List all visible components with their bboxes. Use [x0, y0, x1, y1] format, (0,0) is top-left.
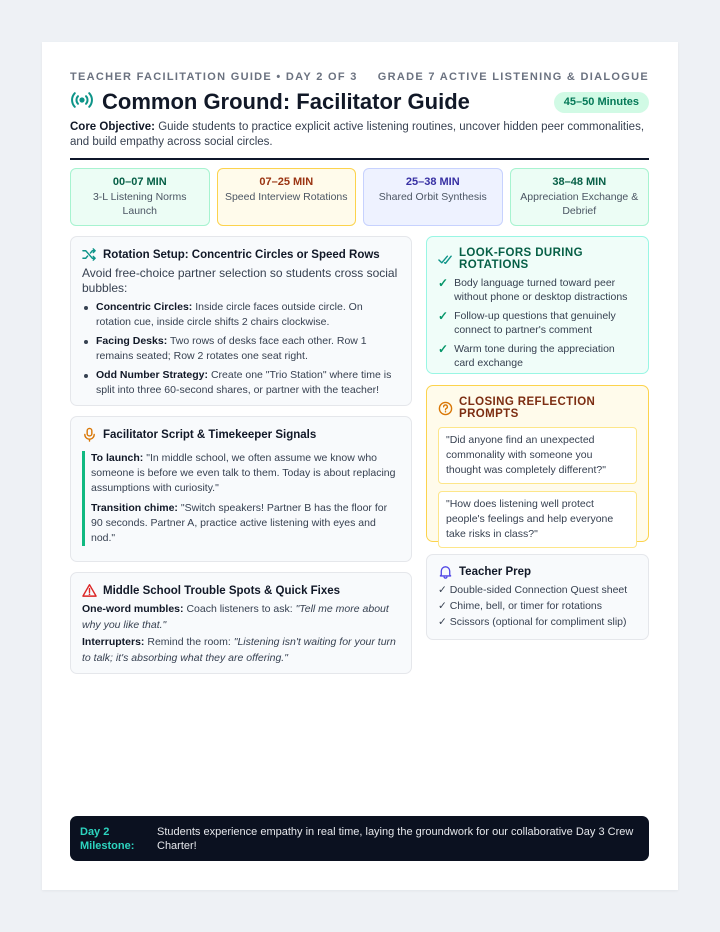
prep-list [438, 582, 637, 630]
segment-time: 25–38 MIN [405, 176, 460, 188]
list-item [438, 276, 637, 304]
trouble-title: Middle School Trouble Spots & Quick Fixes [103, 584, 341, 597]
trouble-heading [82, 583, 400, 598]
broadcast-icon [70, 91, 94, 114]
reflection-prompt: "How does listening well protect people's feelings and help everyone take risks in class?" [438, 491, 637, 548]
reflection-title: CLOSING REFLECTION PROMPTS [459, 396, 596, 420]
segment-time: 07–25 MIN [259, 176, 314, 188]
rotation-setup-card [70, 236, 412, 406]
grade-label: GRADE 7 ACTIVE LISTENING & DIALOGUE [377, 71, 649, 83]
lookfor-text: Body language turned toward peer without phone or desktop distractions [454, 277, 628, 303]
item-label: Concentric Circles: [96, 301, 193, 313]
trouble-spots-card [70, 572, 412, 674]
lookfor-text: Warm tone during the appreciation card exchange [454, 343, 615, 369]
trouble-fixes [82, 601, 400, 666]
fix-text: Coach listeners to ask: [186, 603, 293, 615]
script-label: To launch: [91, 452, 144, 464]
item-label: Odd Number Strategy: [96, 369, 209, 381]
fix-text: Remind the room: [147, 636, 231, 648]
page-title: Common Ground: Facilitator Guide [102, 89, 470, 114]
lookfors-heading [438, 247, 637, 271]
microphone-icon [82, 427, 97, 442]
reflection-heading [438, 396, 637, 420]
double-check-icon [438, 252, 453, 267]
header-divider [70, 158, 649, 160]
script-quotes [82, 451, 400, 546]
bell-icon [438, 564, 453, 579]
segment-desc: Appreciation Exchange & Debrief [520, 191, 639, 217]
script-text: "In middle school, we often assume we know who someone is before we even talk to them. Today is about replacing assumptions with curiosity." [91, 452, 396, 494]
list-item: ✓ Double-sided Connection Quest sheet [438, 584, 628, 596]
fix-label: One-word mumbles: [82, 603, 184, 615]
rotation-heading [82, 247, 400, 262]
fix-label: Interrupters: [82, 636, 145, 648]
segment-time: 38–48 MIN [552, 176, 607, 188]
core-objective [70, 120, 650, 150]
script-line [91, 451, 400, 496]
timeline-segment [510, 168, 650, 226]
fix-line [82, 634, 400, 666]
rotation-intro: Avoid free-choice partner selection so students cross social bubbles: [82, 266, 398, 295]
list-item [82, 300, 400, 330]
segment-desc: 3-L Listening Norms Launch [92, 191, 187, 217]
fix-quote: "Listening isn't waiting for your turn to talk; it's absorbing what they are offering." [82, 636, 396, 664]
prep-heading [438, 564, 637, 579]
segment-desc: Speed Interview Rotations [224, 191, 348, 203]
check-icon: ✓ [438, 309, 449, 323]
check-icon: ✓ [438, 276, 449, 290]
item-text: Two rows of desks face each other. Row 1 remains seated; Row 2 rotates one seat right. [96, 335, 367, 362]
guide-kicker: TEACHER FACILITATION GUIDE • DAY 2 OF 3 [70, 71, 358, 83]
warning-icon [82, 583, 97, 598]
list-item [438, 309, 637, 337]
lookfors-list [438, 276, 637, 370]
timeline-segment [217, 168, 357, 226]
fix-line [82, 601, 400, 633]
item-text: Inside circle faces outside circle. On rotation cue, inside circle shifts 2 chairs clockwise. [96, 301, 363, 328]
segment-desc: Shared Orbit Synthesis [378, 191, 487, 203]
fix-quote: "Tell me more about why you like that." [82, 603, 389, 631]
item-text: Create one "Trio Station" where time is split into three 60-second shares, or partner with the teacher! [96, 369, 392, 396]
timeline [70, 168, 649, 226]
lookfor-text: Follow-up questions that genuinely connect to partner's comment [454, 310, 616, 336]
milestone-label: Day 2 Milestone: [80, 825, 135, 852]
guide-page [42, 42, 678, 890]
objective-label: Core Objective: [70, 121, 155, 133]
facilitator-script-card [70, 416, 412, 562]
item-label: Facing Desks: [96, 335, 168, 347]
list-item: ✓ Chime, bell, or timer for rotations [438, 600, 603, 612]
script-label: Transition chime: [91, 502, 178, 514]
look-fors-card [426, 236, 649, 374]
script-heading [82, 427, 400, 442]
reflection-prompts-card [426, 385, 649, 542]
timeline-segment [70, 168, 210, 226]
timeline-segment [363, 168, 503, 226]
list-item: ✓ Scissors (optional for compliment slip) [438, 616, 627, 628]
reflection-prompt: "Did anyone find an unexpected commonality with someone you thought was completely different?" [438, 427, 637, 484]
duration-badge: 45–50 Minutes [554, 92, 649, 113]
segment-time: 00–07 MIN [112, 176, 167, 188]
title-row [70, 89, 470, 115]
teacher-prep-card [426, 554, 649, 640]
rotation-title: Rotation Setup: Concentric Circles or Speed Rows [103, 248, 380, 261]
milestone-text: Students experience empathy in real time, laying the groundwork for our collaborative Day 3 Crew Charter! [157, 825, 634, 852]
script-text: "Switch speakers! Partner B has the floor for 90 seconds. Partner A, practice active listening with eyes and nod." [91, 502, 388, 544]
rotation-list [82, 300, 400, 398]
list-item [82, 368, 400, 398]
objective-text: Guide students to practice explicit active listening routines, uncover hidden peer commonalities, and build empathy across social circles. [70, 121, 645, 148]
question-circle-icon [438, 401, 453, 416]
prep-title: Teacher Prep [459, 565, 532, 578]
list-item [82, 334, 400, 364]
list-item [438, 342, 637, 370]
shuffle-icon [82, 247, 97, 262]
lookfors-title: LOOK-FORS DURING ROTATIONS [459, 247, 583, 271]
script-title: Facilitator Script & Timekeeper Signals [103, 428, 317, 441]
script-line [91, 501, 400, 546]
check-icon: ✓ [438, 342, 449, 356]
milestone-banner [70, 816, 649, 861]
